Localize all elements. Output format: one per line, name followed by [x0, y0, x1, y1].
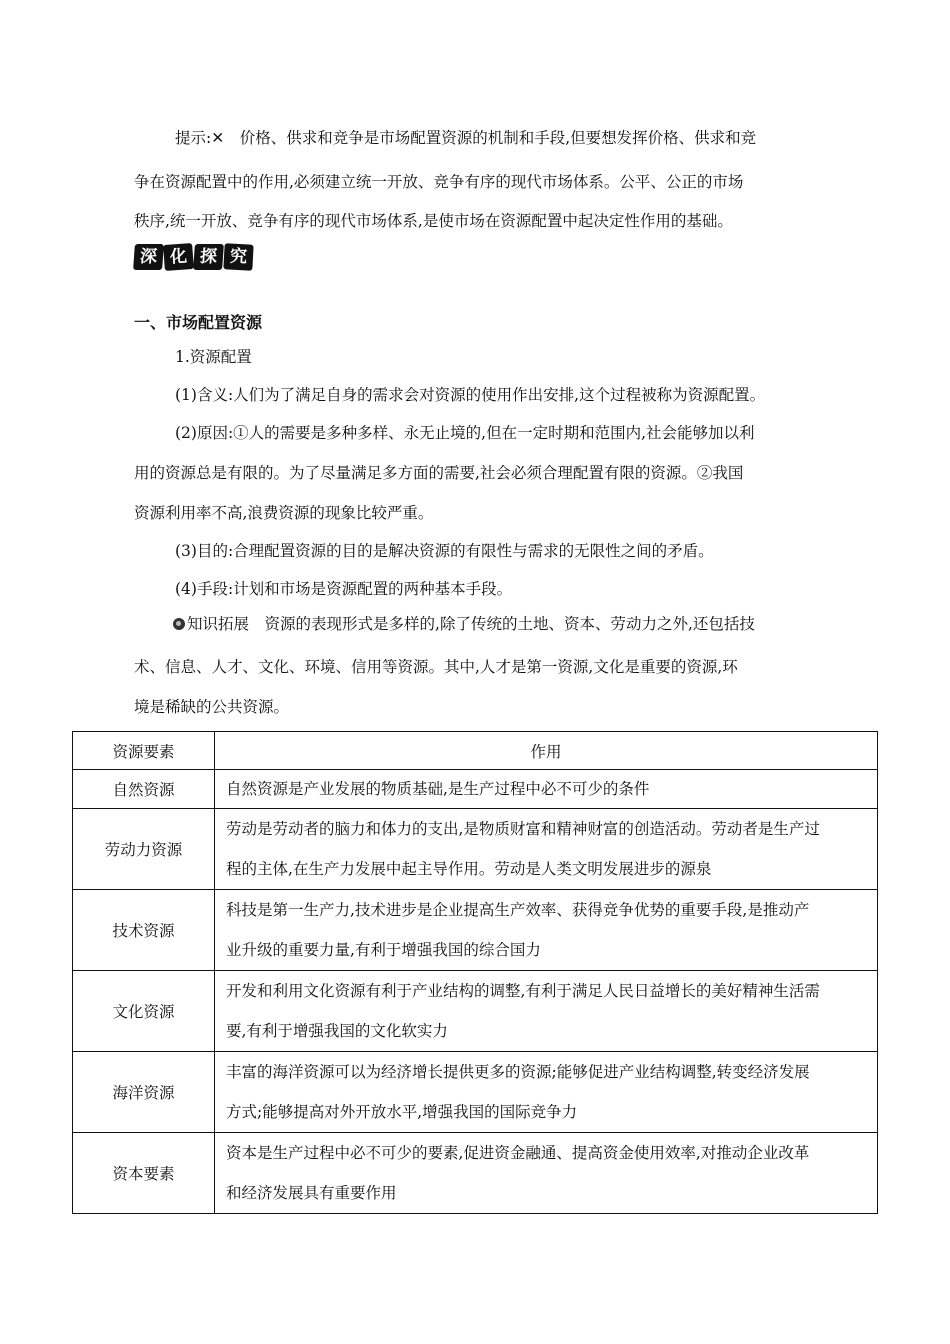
table-row	[73, 971, 878, 1052]
extension-text: 资源的表现形式是多样的,除了传统的土地、资本、劳动力之外,还包括技	[264, 615, 755, 633]
item-purpose: (3)目的:合理配置资源的目的是解决资源的有限性与需求的无限性之间的矛盾。	[175, 542, 714, 560]
item-meaning: (1)含义:人们为了满足自身的需求会对资源的使用作出安排,这个过程被称为资源配置。	[175, 386, 766, 404]
badge-char: 化	[163, 243, 194, 271]
table-row	[73, 809, 878, 890]
row-text	[215, 1133, 878, 1214]
item-reason-3: 资源利用率不高,浪费资源的现象比较严重。	[134, 504, 434, 522]
row-line: 程的主体,在生产力发展中起主导作用。劳动是人类文明发展进步的源泉	[226, 860, 712, 878]
extension-line-2: 术、信息、人才、文化、环境、信用等资源。其中,人才是第一资源,文化是重要的资源,环	[134, 658, 738, 676]
extension-line-3: 境是稀缺的公共资源。	[134, 698, 290, 716]
row-line: 开发和利用文化资源有利于产业结构的调整,有利于满足人民日益增长的美好精神生活需	[226, 982, 820, 1000]
row-line: 业升级的重要力量,有利于增强我国的综合国力	[226, 941, 541, 959]
row-text	[215, 809, 878, 890]
extension-label: 知识拓展	[187, 615, 250, 633]
extension-icon	[173, 618, 185, 630]
row-name: 资本要素	[73, 1133, 215, 1214]
header-role: 作用	[215, 732, 878, 770]
table-row	[73, 890, 878, 971]
row-line: 方式;能够提高对外开放水平,增强我国的国际竞争力	[226, 1103, 578, 1121]
table-header-row	[73, 732, 878, 770]
hint-line-2: 争在资源配置中的作用,必须建立统一开放、竞争有序的现代市场体系。公平、公正的市场	[134, 173, 744, 191]
header-element: 资源要素	[73, 732, 215, 770]
badge-char: 究	[223, 243, 253, 270]
deepen-explore-badge	[134, 244, 253, 270]
row-line: 和经济发展具有重要作用	[226, 1184, 397, 1202]
row-text	[215, 1052, 878, 1133]
hint-line-3: 秩序,统一开放、竞争有序的现代市场体系,是使市场在资源配置中起决定性作用的基础。	[134, 212, 733, 230]
row-name: 海洋资源	[73, 1052, 215, 1133]
row-name: 劳动力资源	[73, 809, 215, 890]
resource-table	[72, 731, 878, 1214]
row-name: 技术资源	[73, 890, 215, 971]
table-row	[73, 770, 878, 809]
row-line: 要,有利于增强我国的文化软实力	[226, 1022, 448, 1040]
badge-char: 探	[193, 244, 224, 270]
hint-line-1: 提示:✕ 价格、供求和竞争是市场配置资源的机制和手段,但要想发挥价格、供求和竞	[175, 129, 757, 147]
item-reason-1: (2)原因:①人的需要是多种多样、永无止境的,但在一定时期和范围内,社会能够加以利	[175, 424, 755, 442]
row-text	[215, 971, 878, 1052]
item-reason-2: 用的资源总是有限的。为了尽量满足多方面的需要,社会必须合理配置有限的资源。②我国	[134, 464, 744, 482]
section-subtitle: 1.资源配置	[175, 348, 252, 366]
extension-line-1	[173, 614, 755, 634]
row-text	[215, 770, 878, 809]
row-line: 资本是生产过程中必不可少的要素,促进资金融通、提高资金使用效率,对推动企业改革	[226, 1144, 810, 1162]
badge-char: 深	[133, 244, 164, 270]
row-text	[215, 890, 878, 971]
row-line: 丰富的海洋资源可以为经济增长提供更多的资源;能够促进产业结构调整,转变经济发展	[226, 1063, 810, 1081]
row-name: 自然资源	[73, 770, 215, 809]
row-line: 自然资源是产业发展的物质基础,是生产过程中必不可少的条件	[226, 780, 650, 798]
table-row	[73, 1052, 878, 1133]
row-line: 科技是第一生产力,技术进步是企业提高生产效率、获得竞争优势的重要手段,是推动产	[226, 901, 810, 919]
item-means: (4)手段:计划和市场是资源配置的两种基本手段。	[175, 580, 513, 598]
section-title: 一、市场配置资源	[134, 313, 263, 332]
row-name: 文化资源	[73, 971, 215, 1052]
table-row	[73, 1133, 878, 1214]
row-line: 劳动是劳动者的脑力和体力的支出,是物质财富和精神财富的创造活动。劳动者是生产过	[226, 820, 820, 838]
